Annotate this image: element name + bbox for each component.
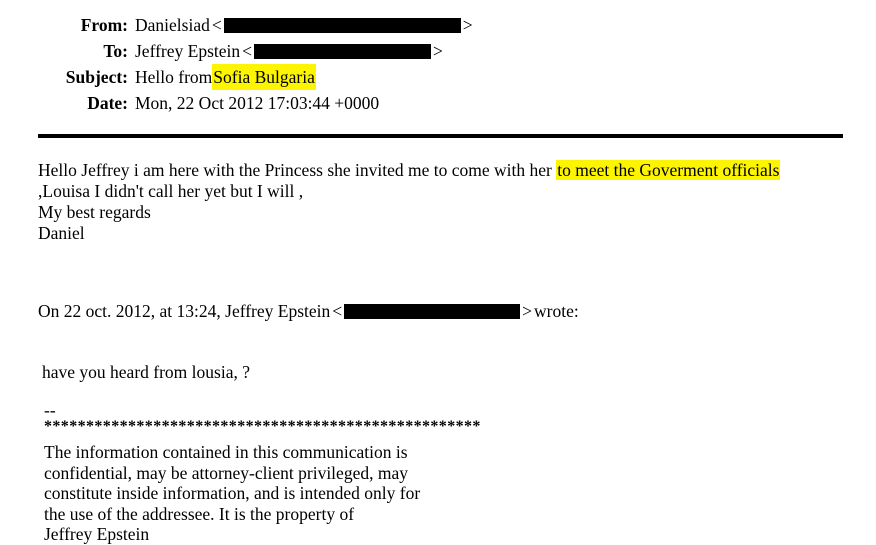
- email-header-block: [0, 12, 876, 116]
- body-line-3: My best regards: [38, 202, 151, 222]
- quote-suffix: wrote:: [534, 301, 579, 321]
- angle-open: <: [211, 15, 222, 35]
- redaction-bar-quoted-sender: [344, 304, 520, 319]
- disclaimer-line-4: the use of the addressee. It is the property of: [44, 503, 355, 524]
- header-row-subject: [0, 64, 876, 90]
- header-row-from: [0, 12, 876, 38]
- redaction-bar-to: [254, 44, 431, 59]
- body-line-2: ,Louisa I didn't call her yet but I will ,: [38, 181, 304, 201]
- body-line-1: [38, 160, 848, 181]
- body-line-4: Daniel: [38, 223, 85, 243]
- disclaimer-line-5: Jeffrey Epstein: [44, 524, 150, 544]
- body-line-1-text: Hello Jeffrey i am here with the Princess she invited me to come with her: [38, 160, 557, 180]
- angle-open: <: [242, 41, 253, 61]
- quoted-message-text: have you heard from lousia, ?: [42, 362, 250, 382]
- header-row-date: [0, 90, 876, 116]
- subject-label: Subject:: [65, 67, 128, 87]
- email-body: [38, 160, 848, 244]
- angle-close: >: [433, 41, 443, 61]
- from-name: Danielsiad: [135, 15, 210, 35]
- from-value: [135, 12, 475, 38]
- from-label: From:: [80, 15, 128, 35]
- star-divider: ****************************************************: [44, 418, 481, 435]
- quote-attribution-line: [38, 300, 579, 322]
- disclaimer-line-1: The information contained in this communication is: [44, 442, 408, 462]
- to-name: Jeffrey Epstein: [135, 41, 241, 61]
- quote-prefix: On 22 oct. 2012, at 13:24, Jeffrey Epstein: [38, 301, 331, 321]
- date-value: Mon, 22 Oct 2012 17:03:44 +0000: [135, 93, 380, 113]
- subject-highlight: Sofia Bulgaria: [212, 64, 316, 90]
- redaction-bar-from: [224, 18, 461, 33]
- disclaimer-line-3: constitute inside information, and is intended only for: [44, 483, 421, 503]
- angle-close: >: [522, 301, 533, 321]
- angle-open: <: [332, 301, 343, 321]
- subject-value: [135, 64, 316, 90]
- angle-close: >: [462, 15, 473, 35]
- body-line-1-highlight: to meet the Goverment officials: [557, 160, 780, 180]
- header-body-divider: [38, 134, 843, 138]
- to-value: [135, 38, 445, 64]
- date-label: Date:: [87, 93, 128, 113]
- confidentiality-disclaimer: [44, 442, 484, 545]
- to-label: To:: [103, 41, 128, 61]
- disclaimer-line-2: confidential, may be attorney-client privileged, may: [44, 462, 408, 483]
- header-row-to: [0, 38, 876, 64]
- subject-prefix: Hello from: [135, 67, 213, 87]
- signature-separator: --: [44, 400, 56, 420]
